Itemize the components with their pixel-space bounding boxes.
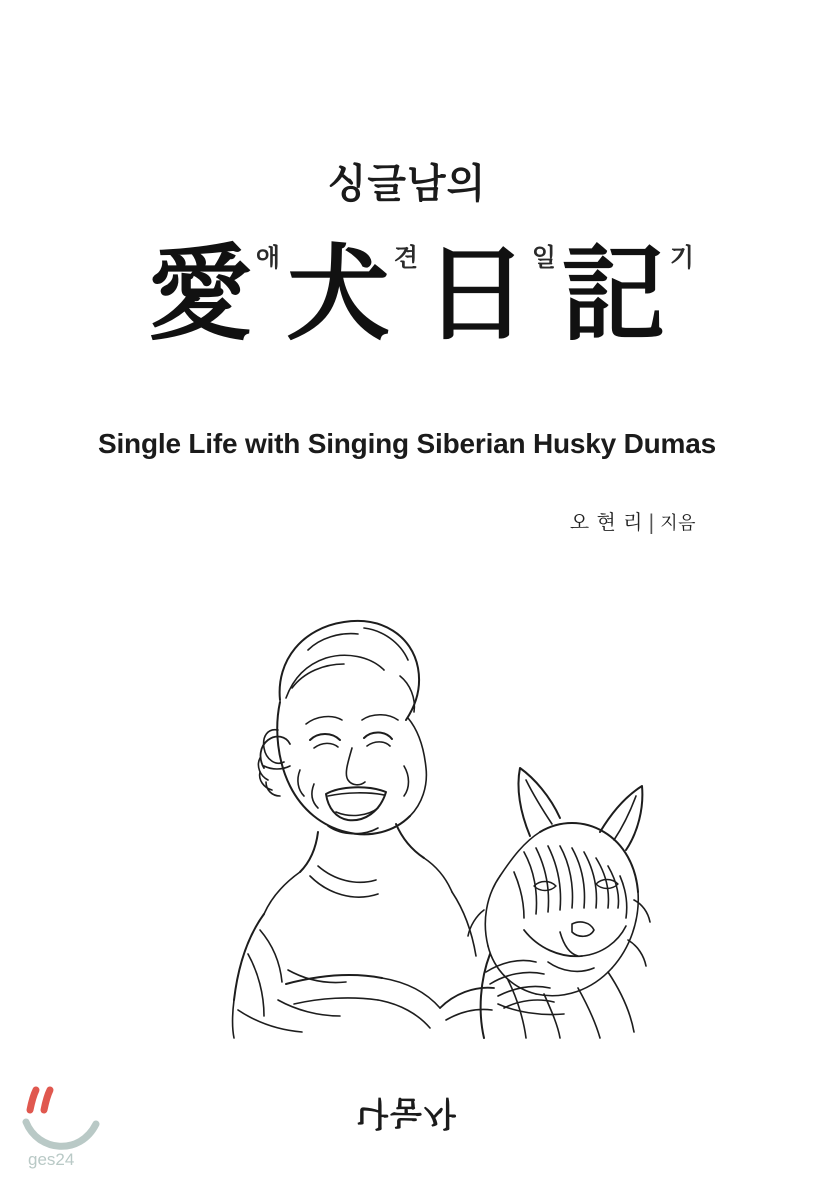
hanja-char: 犬 — [285, 233, 390, 355]
hanja-ruby: 기 — [669, 243, 695, 272]
publisher-logo — [0, 1092, 814, 1139]
hanja-char: 愛 — [147, 233, 252, 355]
hanja-char: 日 — [424, 233, 529, 355]
hanja-char: 記 — [562, 233, 667, 355]
hanja-ruby: 견 — [393, 243, 418, 272]
hanja-ruby: 일 — [531, 243, 557, 272]
hanja-ruby: 애 — [255, 243, 280, 272]
author-name: 오 현 리 — [569, 510, 643, 534]
publisher-name: 나눔사 — [356, 1094, 458, 1133]
series-line: 싱글남의 — [327, 161, 487, 207]
hanja-unit-2 — [285, 233, 418, 355]
author-role: 지음 — [660, 513, 696, 534]
hanja-unit-4 — [562, 233, 695, 355]
hanja-unit-1 — [147, 233, 280, 355]
english-subtitle: Single Life with Singing Siberian Husky Dumas — [98, 428, 716, 459]
cover-illustration — [168, 580, 668, 1040]
author-line — [570, 506, 696, 535]
hanja-title — [0, 233, 814, 355]
watermark-label: ges24 — [28, 1150, 75, 1169]
hanja-unit-3 — [424, 233, 557, 355]
author-separator: | — [647, 510, 656, 534]
